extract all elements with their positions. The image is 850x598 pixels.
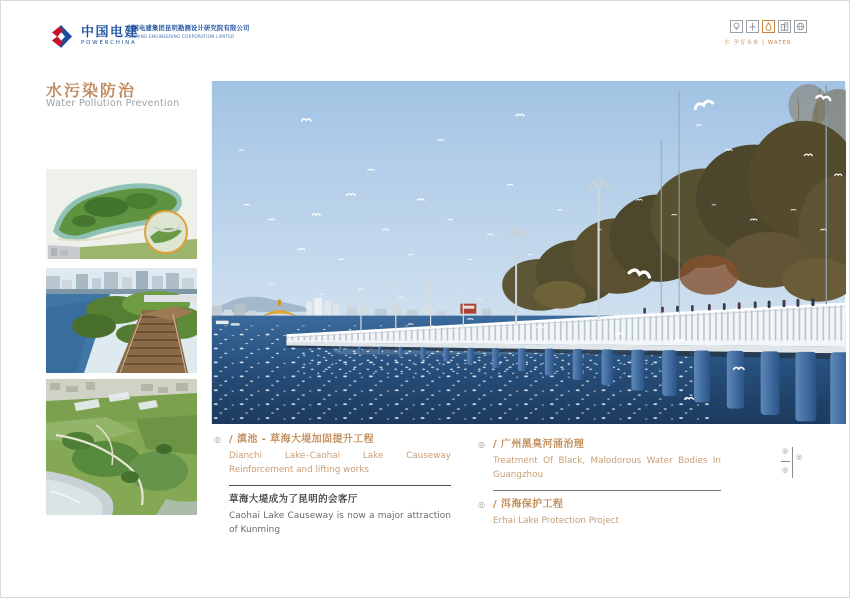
project-block-right-column <box>478 439 721 529</box>
page-marker <box>779 446 805 480</box>
tab-wind-energy[interactable] <box>746 20 759 33</box>
project-title-zh: / 滇池 - 草海大堤加固提升工程 <box>229 434 375 445</box>
building-icon <box>780 22 789 31</box>
page-marker-hline <box>781 461 790 462</box>
page-marker-side: ◎ <box>796 453 803 461</box>
thumbnail-lakeside-park-aerial <box>46 379 197 515</box>
page-title-en: Water Pollution Prevention <box>46 98 180 109</box>
project-block-dianchi <box>214 434 451 537</box>
tab-lightbulb[interactable] <box>730 20 743 33</box>
page-marker-top: ◎ <box>782 447 789 455</box>
project-marker-icon: ◎ <box>478 440 485 449</box>
page-marker-bottom: ◎ <box>782 466 789 474</box>
logo-text-zh: 中国电建 <box>81 24 140 40</box>
company-name-zh: 中国电建集团昆明勘测设计研究院有限公司 <box>126 25 250 32</box>
project-title-en: Treatment Of Black, Malodorous Water Bodies In Guangzhou <box>493 456 721 480</box>
tab-global[interactable] <box>794 20 807 33</box>
wind-turbine-icon <box>748 22 757 31</box>
project-title-zh: / 洱海保护工程 <box>493 499 564 511</box>
divider <box>493 490 721 491</box>
page-marker-vline <box>792 447 793 478</box>
project-title-en: Dianchi Lake–Caohai Lake Causeway Reinforcement and lifting works <box>229 451 451 475</box>
project-note-en: Caohai Lake Causeway is now a major attraction of Kunming <box>229 510 451 536</box>
company-name-en: KUNMING ENGINEERING CORPORATION LIMITED <box>126 33 235 39</box>
thumbnail-wetland-boardwalk <box>46 268 197 373</box>
project-title-zh: / 广州黑臭河涌治理 <box>493 439 585 450</box>
water-tagline: 水 孕育未来 | WATER <box>724 40 792 46</box>
project-note-zh: 草海大堤成为了昆明的会客厅 <box>229 494 358 506</box>
section-tab-strip <box>730 20 807 33</box>
project-marker-icon: ◎ <box>478 500 485 510</box>
thumbnail-park-aerial-rendering <box>46 169 197 259</box>
lightbulb-icon <box>732 22 741 31</box>
powerchina-logo-icon <box>48 23 75 50</box>
divider <box>229 485 451 486</box>
company-name <box>126 25 256 39</box>
tab-water[interactable] <box>762 20 775 33</box>
page-title-zh: 水污染防治 <box>46 81 137 100</box>
water-drop-icon <box>764 22 773 31</box>
tab-city[interactable] <box>778 20 791 33</box>
logo-text-en: POWERCHINA <box>81 39 137 46</box>
main-photo-caohai-causeway <box>211 81 846 424</box>
globe-icon <box>796 22 805 31</box>
project-title-en: Erhai Lake Protection Project <box>493 516 619 527</box>
project-marker-icon: ◎ <box>214 435 221 444</box>
